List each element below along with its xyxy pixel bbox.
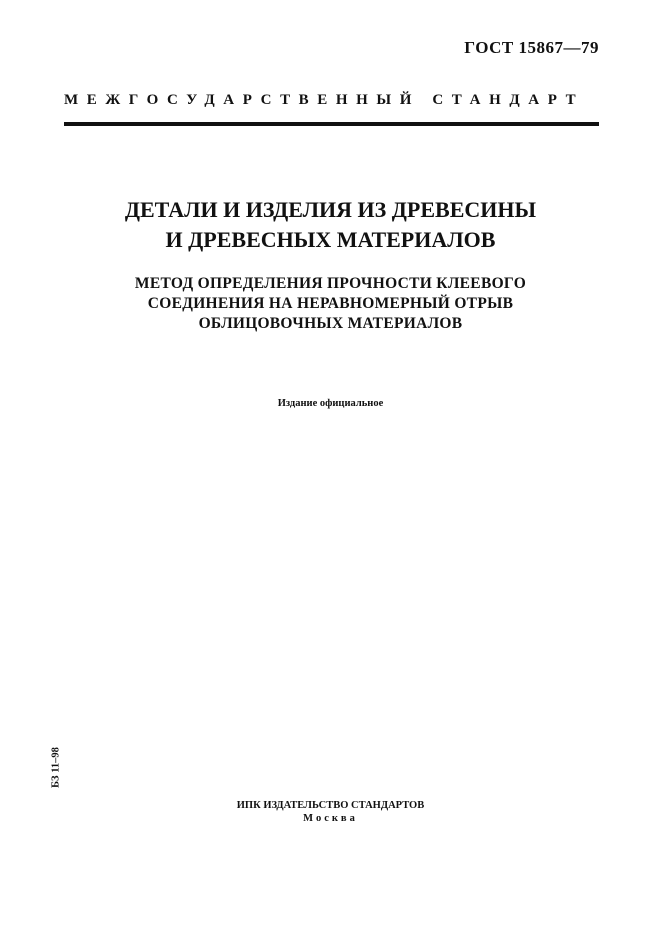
edition-note: Издание официальное — [277, 398, 384, 409]
standard-type-heading: МЕЖГОСУДАРСТВЕННЫЙ СТАНДАРТ — [64, 92, 585, 108]
publisher-name: ИПК ИЗДАТЕЛЬСТВО СТАНДАРТОВ — [236, 800, 425, 811]
publisher-city: Москва — [303, 813, 358, 824]
document-code: ГОСТ 15867—79 — [464, 38, 599, 57]
subtitle-line-1: МЕТОД ОПРЕДЕЛЕНИЯ ПРОЧНОСТИ КЛЕЕВОГО — [134, 275, 527, 292]
subtitle-line-3: ОБЛИЦОВОЧНЫХ МАТЕРИАЛОВ — [198, 315, 463, 332]
side-code: БЗ 11–98 — [50, 747, 62, 788]
subtitle-line-2: СОЕДИНЕНИЯ НА НЕРАВНОМЕРНЫЙ ОТРЫВ — [147, 295, 514, 312]
header-divider — [64, 122, 599, 126]
title-line-1: ДЕТАЛИ И ИЗДЕЛИЯ ИЗ ДРЕВЕСИНЫ — [124, 197, 537, 222]
title-line-2: И ДРЕВЕСНЫХ МАТЕРИАЛОВ — [165, 227, 496, 252]
document-title — [40, 195, 621, 255]
document-subtitle — [40, 274, 621, 334]
